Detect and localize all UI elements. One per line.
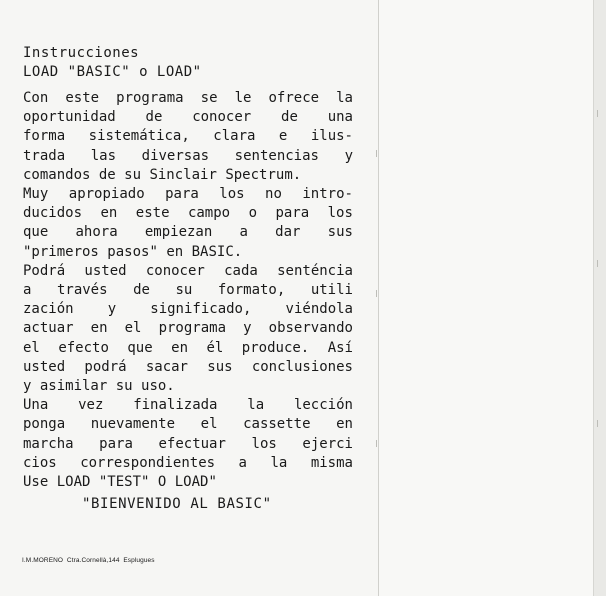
instructions-body <box>23 89 353 492</box>
body-word: para <box>99 435 133 452</box>
body-word: el <box>200 416 218 433</box>
body-word: el <box>23 339 40 356</box>
body-word: ahora <box>75 224 118 241</box>
body-word: que <box>23 224 49 241</box>
body-word: clara <box>213 128 256 145</box>
body-word: produce. <box>241 339 310 356</box>
body-word: que <box>127 339 153 356</box>
body-word: el <box>124 320 142 337</box>
body-word: de <box>281 109 298 126</box>
body-word: nuevamente <box>90 416 176 433</box>
body-word: la <box>336 90 353 106</box>
body-line <box>23 300 353 319</box>
body-word: ejerci <box>302 435 353 452</box>
body-word: de <box>133 282 150 299</box>
body-word: lección <box>293 397 353 414</box>
fold-mark <box>597 260 598 267</box>
body-word: través <box>56 282 108 299</box>
body-line <box>23 262 353 281</box>
body-line <box>23 185 353 204</box>
body-word: oportunidad <box>23 109 116 126</box>
body-word: cios <box>23 454 57 471</box>
body-line <box>23 243 353 262</box>
right-flap-edge <box>593 0 606 596</box>
body-word: efecto <box>58 339 109 356</box>
body-word: marcha <box>23 435 74 452</box>
body-word: ponga <box>23 416 66 433</box>
body-line <box>23 415 353 434</box>
body-word: él <box>206 339 224 356</box>
body-word: sentencias <box>234 147 319 164</box>
body-word: comandos <box>23 166 99 183</box>
body-word: sus <box>327 224 353 241</box>
body-word: podrá <box>84 358 127 375</box>
body-line <box>23 396 353 415</box>
body-word: efectuar <box>158 435 226 452</box>
body-word: viéndola <box>285 301 353 318</box>
body-word: este <box>135 205 170 222</box>
body-word: ilus- <box>310 128 353 145</box>
body-word: los <box>219 186 245 203</box>
body-word: senténcia <box>277 262 353 279</box>
body-word: y <box>23 378 40 395</box>
body-word: LOAD" <box>174 474 217 491</box>
body-word: a <box>23 282 32 299</box>
body-line <box>23 435 353 454</box>
body-line <box>23 223 353 242</box>
body-word: Con <box>23 90 49 106</box>
body-line <box>23 339 353 358</box>
fold-mark <box>376 150 377 157</box>
body-word: una <box>327 109 353 126</box>
body-word: dar <box>275 224 301 241</box>
body-line <box>23 358 353 377</box>
body-line <box>23 454 353 473</box>
body-word: la <box>247 397 265 414</box>
body-word: en <box>171 339 188 356</box>
body-line <box>23 281 353 300</box>
body-word: utili <box>310 282 353 299</box>
body-line <box>23 166 353 185</box>
welcome-text: "BIENVENIDO AL BASIC" <box>82 496 272 512</box>
body-word: a <box>238 454 247 471</box>
body-word: pasos" <box>107 243 167 260</box>
body-word: los <box>327 205 353 222</box>
body-word: no <box>265 186 282 203</box>
body-word: usted <box>84 262 127 279</box>
body-word: "primeros <box>23 243 108 260</box>
body-word: uso. <box>141 378 175 395</box>
body-word: LOAD <box>56 474 99 491</box>
body-word: forma <box>23 128 66 145</box>
body-word: de <box>98 166 125 183</box>
body-word: cada <box>224 262 258 279</box>
body-word: trada <box>23 147 66 164</box>
body-line <box>23 89 353 108</box>
printer-credit: I.M.MORENO Ctra.Cornellà,144 Esplugues <box>22 557 155 564</box>
body-word: Así <box>327 339 353 356</box>
body-word: finalizada <box>133 397 218 414</box>
body-word: Una <box>23 397 49 414</box>
body-line <box>23 377 353 396</box>
body-word: zación <box>23 301 74 318</box>
body-word: sacar <box>145 358 188 375</box>
heading <box>23 44 202 82</box>
body-word: Sinclair <box>149 166 226 183</box>
body-word: y <box>243 320 252 337</box>
body-word: sus <box>207 358 233 375</box>
body-word: en <box>166 243 192 260</box>
fold-mark <box>376 440 377 447</box>
heading-title: Instrucciones <box>23 45 140 61</box>
body-word: de <box>145 109 163 126</box>
heading-load-line: LOAD "BASIC" o LOAD" <box>23 64 202 80</box>
body-word: Spectrum. <box>225 166 302 183</box>
body-word: programa <box>116 90 184 106</box>
body-word: su <box>124 166 150 183</box>
body-word: Podrá <box>23 262 66 279</box>
body-word: apropiado <box>68 186 145 203</box>
body-word: ducidos <box>23 205 83 222</box>
blank-panel <box>379 0 593 596</box>
body-word: este <box>65 90 100 106</box>
body-word: su <box>115 378 142 395</box>
body-word: o <box>248 205 257 222</box>
body-line <box>23 127 353 146</box>
body-word: Use <box>23 474 57 491</box>
fold-mark <box>597 110 598 117</box>
body-word: campo <box>187 205 231 222</box>
body-word: programa <box>158 320 227 337</box>
body-word: en <box>90 320 108 337</box>
body-line <box>23 319 353 338</box>
body-word: significado, <box>150 301 252 318</box>
body-word: conclusiones <box>251 358 353 375</box>
body-word: O <box>157 474 175 491</box>
body-word: diversas <box>141 147 210 164</box>
body-word: "TEST" <box>98 474 158 491</box>
body-line <box>23 108 353 127</box>
body-word: le <box>234 90 252 106</box>
body-word: para <box>165 186 199 203</box>
body-word: para <box>275 205 310 222</box>
body-word: y <box>107 301 117 318</box>
body-word: en <box>100 205 118 222</box>
body-word: se <box>200 90 218 106</box>
body-word: actuar <box>23 320 74 337</box>
body-word: empiezan <box>144 224 213 241</box>
body-word: ofrece <box>268 90 320 106</box>
body-word: sistemática, <box>88 128 190 145</box>
body-word: formato, <box>217 282 286 299</box>
body-word: conocer <box>192 109 252 126</box>
body-word: las <box>90 147 117 164</box>
body-word: usted <box>23 358 66 375</box>
body-word: conocer <box>145 262 205 279</box>
body-word: BASIC. <box>191 243 243 260</box>
body-word: misma <box>310 454 353 471</box>
body-line <box>23 204 353 223</box>
body-word: cassette <box>243 416 311 433</box>
body-word: correspondientes <box>80 454 216 471</box>
body-word: asimilar <box>39 378 116 395</box>
fold-mark <box>376 290 377 297</box>
body-word: Muy <box>23 186 49 203</box>
body-word: intro- <box>302 186 353 203</box>
body-word: los <box>251 435 277 452</box>
fold-mark <box>597 420 598 427</box>
body-word: la <box>270 454 288 471</box>
body-word: a <box>239 224 248 241</box>
body-word: en <box>336 416 353 433</box>
body-word: vez <box>78 397 104 414</box>
body-word: y <box>344 147 353 164</box>
body-word: e <box>278 128 288 145</box>
body-word: su <box>175 282 193 299</box>
body-line <box>23 147 353 166</box>
body-word: observando <box>268 320 353 337</box>
body-line <box>23 473 353 492</box>
